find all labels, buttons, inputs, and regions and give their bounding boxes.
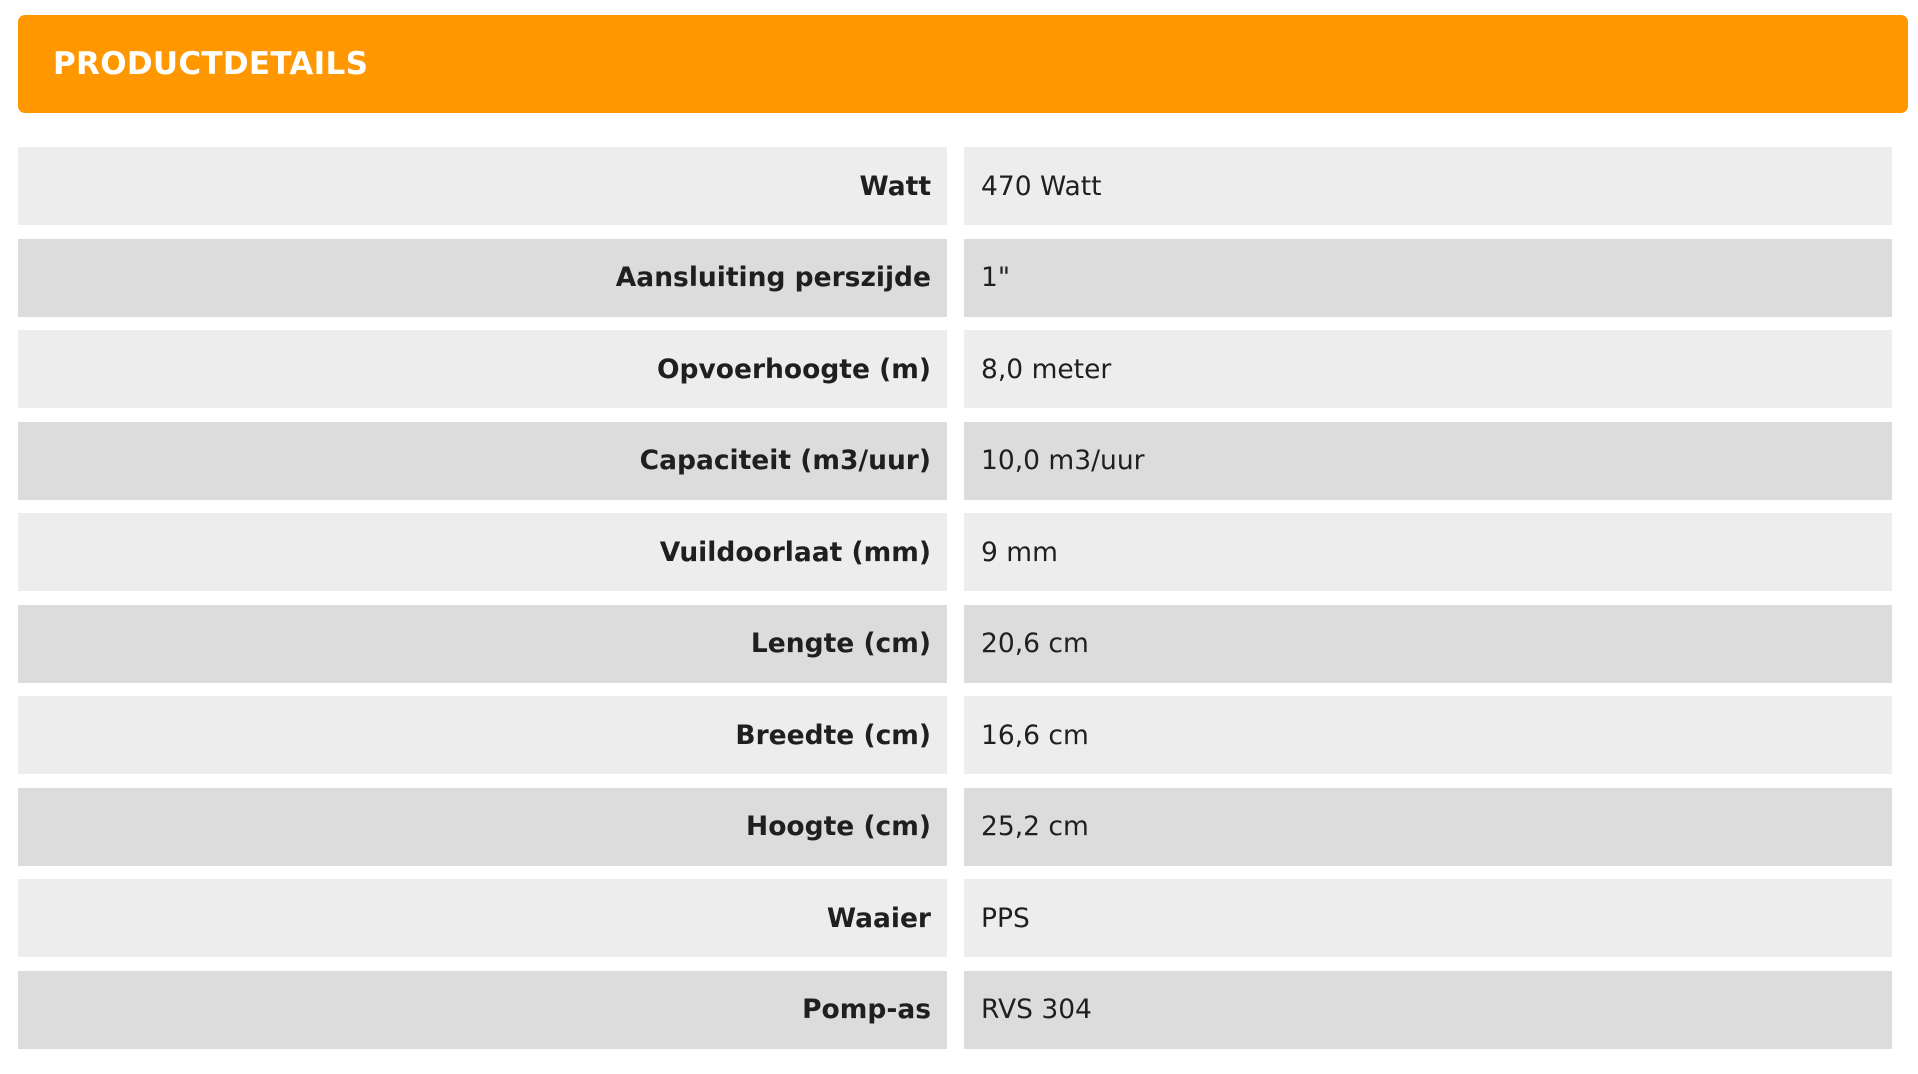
- spec-value: PPS: [964, 879, 1892, 957]
- spec-label: Breedte (cm): [18, 696, 947, 774]
- product-details-header: [18, 15, 1908, 113]
- spec-row-opvoerhoogte: [18, 330, 1892, 408]
- specs-table: [18, 147, 1892, 1062]
- spec-row-pomp-as: [18, 971, 1892, 1049]
- spec-label: Opvoerhoogte (m): [18, 330, 947, 408]
- spec-value: 9 mm: [964, 513, 1892, 591]
- spec-label: Pomp-as: [18, 971, 947, 1049]
- spec-row-waaier: [18, 879, 1892, 957]
- spec-value: 470 Watt: [964, 147, 1892, 225]
- spec-value: 8,0 meter: [964, 330, 1892, 408]
- spec-label: Waaier: [18, 879, 947, 957]
- spec-label: Vuildoorlaat (mm): [18, 513, 947, 591]
- spec-row-capaciteit: [18, 422, 1892, 500]
- spec-row-lengte: [18, 605, 1892, 683]
- spec-label: Lengte (cm): [18, 605, 947, 683]
- spec-row-aansluiting: [18, 239, 1892, 317]
- spec-row-breedte: [18, 696, 1892, 774]
- spec-value: 10,0 m3/uur: [964, 422, 1892, 500]
- spec-value: RVS 304: [964, 971, 1892, 1049]
- spec-row-hoogte: [18, 788, 1892, 866]
- spec-value: 1": [964, 239, 1892, 317]
- spec-value: 20,6 cm: [964, 605, 1892, 683]
- spec-row-watt: [18, 147, 1892, 225]
- spec-label: Aansluiting perszijde: [18, 239, 947, 317]
- spec-value: 16,6 cm: [964, 696, 1892, 774]
- spec-row-vuildoorlaat: [18, 513, 1892, 591]
- spec-label: Watt: [18, 147, 947, 225]
- spec-label: Hoogte (cm): [18, 788, 947, 866]
- spec-label: Capaciteit (m3/uur): [18, 422, 947, 500]
- spec-value: 25,2 cm: [964, 788, 1892, 866]
- section-title: PRODUCTDETAILS: [53, 46, 369, 82]
